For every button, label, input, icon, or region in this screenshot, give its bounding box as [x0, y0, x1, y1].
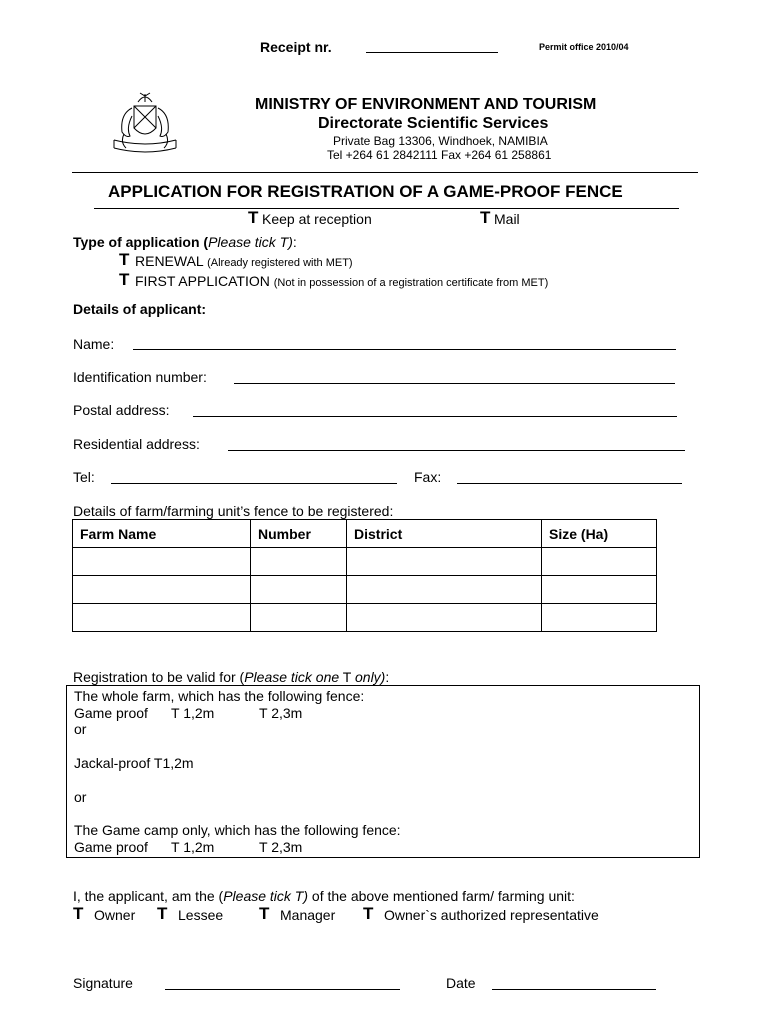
id-number-label: Identification number: — [73, 369, 207, 385]
renewal-tick[interactable]: T — [119, 250, 130, 269]
or-label-1: or — [74, 721, 87, 737]
fax-field[interactable] — [457, 483, 682, 484]
name-label: Name: — [73, 336, 115, 352]
id-number-field[interactable] — [234, 383, 675, 384]
applicant-heading: Details of applicant: — [73, 301, 207, 317]
keep-tick[interactable]: T — [248, 208, 259, 227]
game-camp-label: The Game camp only, which has the following fence: — [74, 822, 401, 838]
renewal-option: RENEWAL (Already registered with MET) — [135, 253, 353, 269]
contact: Tel +264 61 2842111 Fax +264 61 258861 — [327, 148, 552, 162]
cell-input[interactable] — [542, 548, 657, 576]
whole-farm-label: The whole farm, which has the following fence: — [74, 688, 365, 704]
cell-input[interactable] — [73, 604, 251, 632]
col-size: Size (Ha) — [542, 520, 657, 548]
cell-input[interactable] — [542, 576, 657, 604]
validity-label: Registration to be valid for (Please tick one T only): — [73, 669, 390, 685]
keep-label: Keep at reception — [262, 211, 372, 227]
col-number: Number — [251, 520, 347, 548]
whole-game-12-option[interactable]: T 1,2m — [171, 705, 215, 721]
postal-address-field[interactable] — [193, 416, 677, 417]
jackal-proof-option[interactable]: Jackal-proof T1,2m — [74, 755, 194, 771]
ministry-title: MINISTRY OF ENVIRONMENT AND TOURISM — [255, 96, 597, 113]
directorate-title: Directorate Scientific Services — [318, 115, 549, 132]
col-district: District — [347, 520, 542, 548]
table-row — [73, 576, 657, 604]
cell-input[interactable] — [251, 576, 347, 604]
cell-input[interactable] — [73, 548, 251, 576]
owner-tick[interactable]: T — [73, 904, 84, 923]
lessee-tick[interactable]: T — [157, 904, 168, 923]
residential-address-field[interactable] — [228, 450, 685, 451]
farm-heading: Details of farm/farming unit’s fence to be registered: — [73, 503, 394, 519]
representative-tick[interactable]: T — [363, 904, 374, 923]
mail-tick[interactable]: T — [480, 208, 491, 227]
date-field[interactable] — [492, 989, 656, 990]
application-type-label: Type of application (Please tick T): — [73, 234, 297, 250]
cell-input[interactable] — [347, 548, 542, 576]
header-divider — [72, 172, 698, 173]
first-application-option: FIRST APPLICATION (Not in possession of a registration certificate from MET) — [135, 273, 549, 289]
signature-label: Signature — [73, 975, 133, 991]
owner-label: Owner — [94, 907, 136, 923]
tel-field[interactable] — [111, 483, 397, 484]
postal-address-label: Postal address: — [73, 402, 170, 418]
camp-game-23-option[interactable]: T 2,3m — [259, 839, 303, 855]
manager-label: Manager — [280, 907, 336, 923]
manager-tick[interactable]: T — [259, 904, 270, 923]
name-field[interactable] — [133, 349, 676, 350]
col-farm-name: Farm Name — [73, 520, 251, 548]
cell-input[interactable] — [347, 604, 542, 632]
representative-label: Owner`s authorized representative — [384, 907, 599, 923]
title-underline — [94, 208, 679, 209]
table-row — [73, 548, 657, 576]
address: Private Bag 13306, Windhoek, NAMIBIA — [333, 134, 548, 148]
game-proof-label-2: Game proof — [74, 839, 148, 855]
farm-table — [72, 519, 657, 632]
game-proof-label-1: Game proof — [74, 705, 148, 721]
first-application-tick[interactable]: T — [119, 270, 130, 289]
residential-address-label: Residential address: — [73, 436, 200, 452]
receipt-number-field[interactable] — [366, 52, 498, 53]
cell-input[interactable] — [251, 604, 347, 632]
camp-game-12-option[interactable]: T 1,2m — [171, 839, 215, 855]
or-label-2: or — [74, 789, 87, 805]
mail-label: Mail — [494, 211, 520, 227]
whole-game-23-option[interactable]: T 2,3m — [259, 705, 303, 721]
coat-of-arms-logo — [106, 88, 184, 162]
cell-input[interactable] — [542, 604, 657, 632]
lessee-label: Lessee — [178, 907, 224, 923]
table-row — [73, 604, 657, 632]
date-label: Date — [446, 975, 476, 991]
form-title: APPLICATION FOR REGISTRATION OF A GAME-PROOF FENCE — [108, 182, 623, 201]
applicant-role-label: I, the applicant, am the (Please tick T) of the above mentioned farm/ farming unit: — [73, 888, 575, 904]
cell-input[interactable] — [347, 576, 542, 604]
cell-input[interactable] — [73, 576, 251, 604]
tel-label: Tel: — [73, 469, 95, 485]
cell-input[interactable] — [251, 548, 347, 576]
signature-field[interactable] — [165, 989, 400, 990]
receipt-label: Receipt nr. — [260, 39, 332, 55]
fax-label: Fax: — [414, 469, 442, 485]
permit-office: Permit office 2010/04 — [539, 42, 629, 52]
